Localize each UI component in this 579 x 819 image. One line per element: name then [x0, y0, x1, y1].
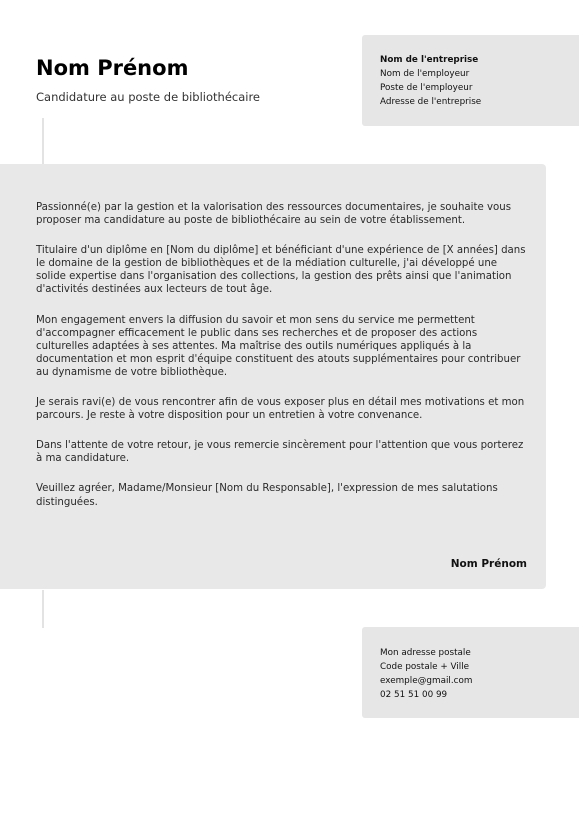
company-address: Adresse de l'entreprise — [380, 97, 482, 107]
letter-paragraph: Passionné(e) par la gestion et la valorisation des ressources documentaires, je souhaite vous proposer ma candidature au poste de bibliothécaire au sein de votre établissement. — [36, 202, 512, 227]
letter-paragraph: Veuillez agréer, Madame/Monsieur [Nom du Responsable], l'expression de mes salutations distinguées. — [36, 483, 498, 508]
email: exemple@gmail.com — [380, 676, 473, 686]
signature: Nom Prénom — [450, 558, 527, 570]
decorative-line-bottom — [42, 590, 44, 628]
employer-position: Poste de l'employeur — [380, 83, 473, 93]
letter-paragraph: Je serais ravi(e) de vous rencontrer afin de vous exposer plus en détail mes motivations et mon parcours. Je reste à votre disposition pour un entretien à votre convenance. — [36, 397, 525, 422]
company-info-box — [362, 35, 579, 126]
letter-paragraph: Titulaire d'un diplôme en [Nom du diplôme] et bénéficiant d'une expérience de [X années] dans le domaine de la gestion de bibliothèques et de la médiation culturelle, j'ai développé une solide expertise dans l'organisation des collections, la gestion des prêts ainsi que l'animation d'activités destinées aux lecteurs de tout âge. — [36, 245, 526, 296]
postal-address: Mon adresse postale — [380, 648, 471, 658]
contact-info-box — [362, 627, 579, 718]
postal-code-city: Code postale + Ville — [380, 662, 470, 672]
letter-paragraph: Dans l'attente de votre retour, je vous remercie sincèrement pour l'attention que vous porterez à ma candidature. — [36, 440, 524, 465]
phone: 02 51 51 00 99 — [380, 690, 448, 700]
letter-paragraph: Mon engagement envers la diffusion du savoir et mon sens du service me permettent d'accompagner efficacement le public dans ses recherches et de proposer des actions culturelles adaptées à ses attentes. Ma maîtrise des outils numériques appliqués à la documentation et mon esprit d'équipe constituent des atouts supplémentaires pour contribuer au dynamisme de votre bibliothèque. — [36, 314, 521, 378]
application-subtitle: Candidature au poste de bibliothécaire — [36, 90, 261, 104]
letter-body — [0, 164, 546, 589]
sender-name: Nom Prénom — [36, 56, 189, 80]
company-name: Nom de l'entreprise — [380, 55, 479, 65]
decorative-line-top — [42, 118, 44, 164]
employer-name: Nom de l'employeur — [380, 69, 470, 79]
